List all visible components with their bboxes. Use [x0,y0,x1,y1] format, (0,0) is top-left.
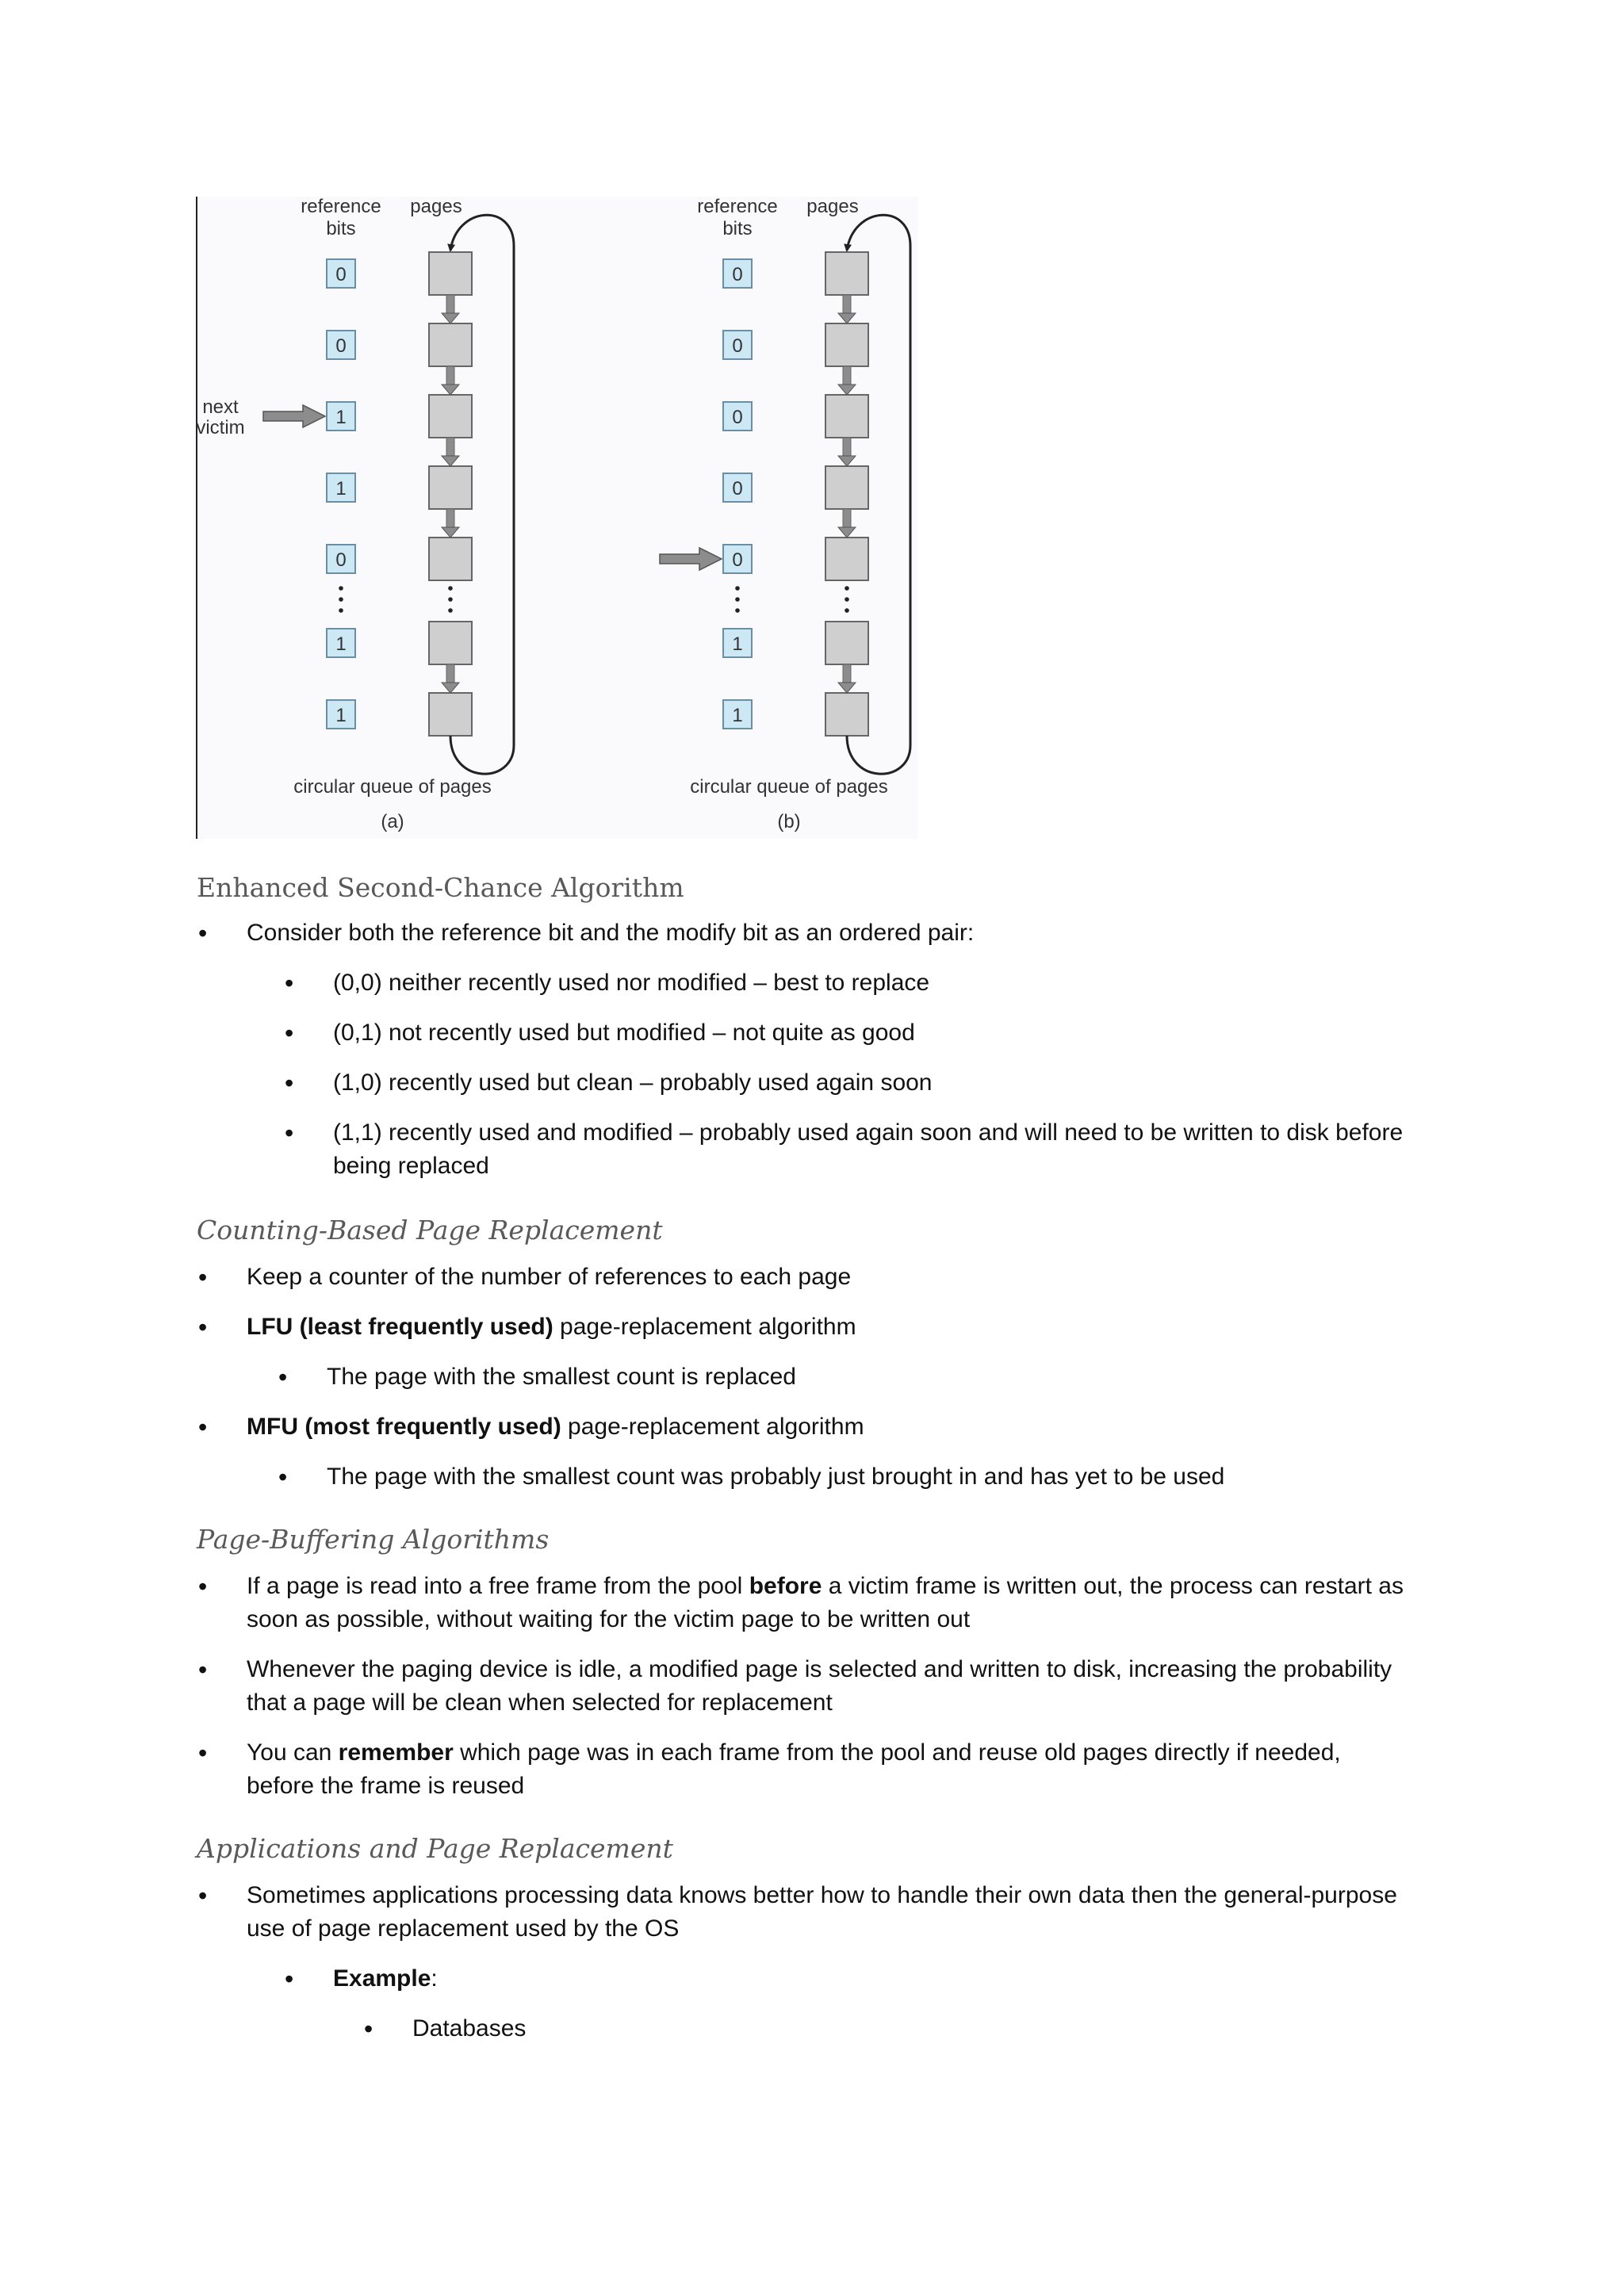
page-box [825,622,868,664]
list-item: • (0,1) not recently used but modified – not quite as good [333,1016,1411,1050]
reference-bit-value: 1 [335,705,347,726]
pages-header: pages [806,196,859,217]
lfu-label: LFU (least frequently used) [247,1314,553,1340]
reference-bit-value: 0 [732,335,743,357]
list-item: • LFU (least frequently used) page-replacement algorithm [247,1311,1404,1344]
page-box [429,622,472,664]
ellipsis-dot [448,586,453,591]
page-box [429,395,472,438]
page-box [825,693,868,736]
list-item: • (1,0) recently used but clean – probably used again soon [333,1066,1411,1100]
ellipsis-dot [735,597,740,602]
arrow-shaft [446,438,454,457]
arrow-shaft [843,664,851,683]
pages-header: pages [410,196,462,217]
reference-bits-header: bits [722,218,753,239]
reference-bit-value: 0 [732,478,743,499]
reference-bit-value: 0 [335,264,347,285]
list-item: • Whenever the paging device is idle, a modified page is selected and written to disk, increasing the probability that a page will be clean when selected for replacement [247,1653,1404,1720]
page-box [429,323,472,366]
reference-bits-header: reference [697,196,778,217]
arrow-shaft [446,664,454,683]
ellipsis-dot [339,586,343,591]
list-item: • Consider both the reference bit and the modify bit as an ordered pair: [247,916,1404,950]
mfu-sublist [327,1460,1405,1494]
arrow-shaft [843,295,851,314]
heading-enhanced-second-chance: Enhanced Second-Chance Algorithm [197,872,684,903]
next-victim-label: victim [196,417,245,438]
ellipsis-dot [735,586,740,591]
list-item: • MFU (most frequently used) page-replacement algorithm [247,1410,1404,1444]
list-item: • (1,1) recently used and modified – probably used again soon and will need to be written to disk before being replaced [333,1116,1411,1183]
heading-applications: Applications and Page Replacement [197,1833,673,1864]
page-box [429,252,472,295]
list-item: • Keep a counter of the number of references to each page [247,1261,1404,1294]
reference-bit-value: 0 [732,264,743,285]
ellipsis-dot [845,586,849,591]
page-box [825,466,868,509]
list-item: • If a page is read into a free frame from the pool before a victim frame is written out, the process can restart as soon as possible, without waiting for the victim page to be written out [247,1570,1404,1636]
counting-list-b [247,1410,1404,1444]
reference-bit-value: 1 [732,633,743,655]
page-box [825,252,868,295]
counting-list-a [247,1261,1404,1344]
page-box [429,538,472,580]
mfu-label: MFU (most frequently used) [247,1414,561,1440]
arrow-shaft [446,295,454,314]
arrow-shaft [843,438,851,457]
list-item: • The page with the smallest count was probably just brought in and has yet to be used [327,1460,1405,1494]
buffering-list [247,1570,1404,1803]
enhanced-list [247,916,1404,950]
heading-counting-based: Counting-Based Page Replacement [197,1215,663,1246]
reference-bit-value: 1 [335,478,347,499]
lfu-sublist [327,1360,1405,1394]
ellipsis-dot [845,608,849,613]
arrow-shaft [843,366,851,385]
ellipsis-dot [339,608,343,613]
page-box [429,466,472,509]
reference-bit-value: 0 [732,407,743,428]
reference-bits-header: bits [326,218,356,239]
second-chance-figure [0,0,952,848]
list-item: • You can remember which page was in each frame from the pool and reuse old pages directly if needed, before the frame is reused [247,1736,1404,1803]
panel-caption: (a) [381,811,404,832]
ellipsis-dot [339,597,343,602]
reference-bits-header: reference [301,196,381,217]
reference-bit-value: 1 [335,633,347,655]
list-item: • Sometimes applications processing data knows better how to handle their own data then the general-purpose use of page replacement used by the OS [247,1879,1404,1946]
example-sublist [412,2012,1364,2045]
reference-bit-value: 0 [732,549,743,571]
circular-queue-label: circular queue of pages [293,776,492,798]
page-box [429,693,472,736]
reference-bit-value: 0 [335,335,347,357]
arrow-shaft [446,509,454,528]
heading-page-buffering: Page-Buffering Algorithms [197,1524,550,1555]
page-box [825,323,868,366]
ellipsis-dot [845,597,849,602]
applications-list [247,1879,1404,1946]
list-item: • (0,0) neither recently used nor modified – best to replace [333,966,1411,1000]
reference-bit-value: 1 [732,705,743,726]
page-box [825,395,868,438]
next-victim-label: next [202,396,239,418]
list-item: • Databases [412,2012,1364,2045]
ellipsis-dot [448,597,453,602]
circular-queue-label: circular queue of pages [690,776,888,798]
example-list [333,1962,1411,1996]
ellipsis-dot [448,608,453,613]
list-item: • Example: [333,1962,1411,1996]
list-item: • The page with the smallest count is replaced [327,1360,1405,1394]
reference-bit-value: 0 [335,549,347,571]
panel-caption: (b) [777,811,801,832]
arrow-shaft [843,509,851,528]
ordered-pair-list [333,966,1411,1183]
reference-bit-value: 1 [335,407,347,428]
arrow-shaft [446,366,454,385]
page-box [825,538,868,580]
figure-background [197,197,918,839]
ellipsis-dot [735,608,740,613]
